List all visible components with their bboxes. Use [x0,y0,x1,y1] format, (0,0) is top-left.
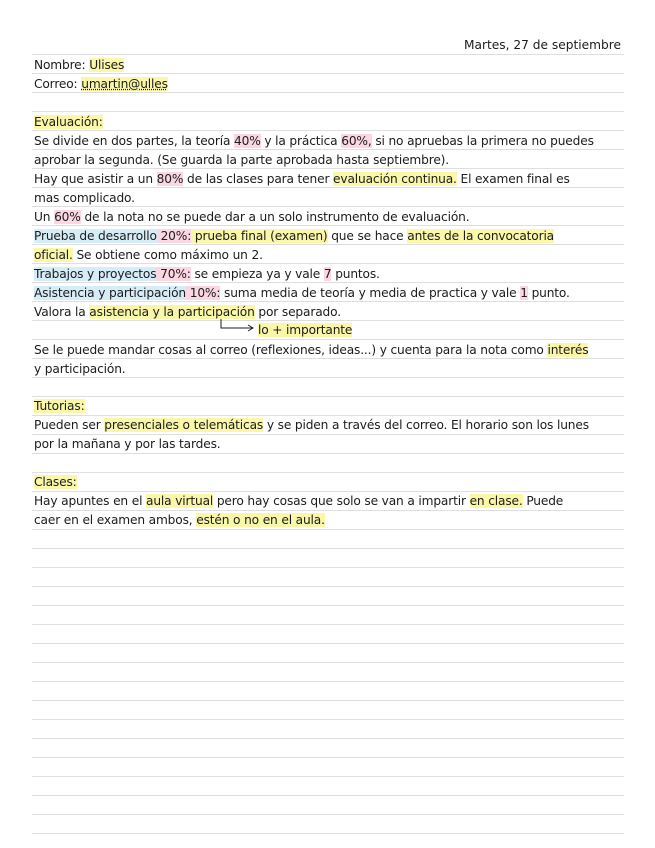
highlight: 60%, [341,134,372,148]
text: puntos. [331,267,380,281]
text: Se le puede mandar cosas al correo (reflexiones, ideas...) y cuenta para la nota como [34,343,548,357]
note-line [258,321,352,339]
correo-value: umartin@ulles [81,77,168,91]
correo-line [34,75,624,93]
evaluacion-line-6 [34,227,624,245]
evaluacion-line-2: aprobar la segunda. (Se guarda la parte aprobada hasta septiembre). [34,153,449,167]
rule-line [32,643,624,644]
evaluacion-line-10 [34,303,624,321]
highlight: 60% [54,210,81,224]
rule-line [32,605,624,606]
highlight: asistencia y la participación [89,305,255,319]
rule-line [32,795,624,796]
highlight: oficial. [34,248,73,262]
text: Hay que asistir a un [34,172,157,186]
evaluacion-line-4: mas complicado. [34,191,135,205]
clases-heading: Clases: [34,475,77,489]
text: Puede [522,494,564,508]
arrow-icon [218,318,258,334]
rule-line [32,757,624,758]
highlight: 20%: [156,229,192,243]
rule-line [32,681,624,682]
evaluacion-line-8 [34,265,624,283]
text: y se piden a través del correo. El horario son los lunes [263,418,589,432]
clases-line-2 [34,511,624,529]
highlight: Prueba de desarrollo [34,229,157,243]
rule-line [32,700,624,701]
highlight: 40% [234,134,261,148]
rule-line [32,339,624,340]
text: Valora la [34,305,90,319]
highlight: evaluación continua. [333,172,457,186]
text: que se hace [327,229,408,243]
tutorias-line-1 [34,416,624,434]
text: suma media de teoría y media de practica y vale [220,286,521,300]
date: Martes, 27 de septiembre [464,38,621,52]
rule-line [32,814,624,815]
highlight: 70%: [156,267,191,281]
highlight: antes de la convocatoria [407,229,555,243]
text: punto. [527,286,570,300]
text: pero hay cosas que solo se van a impartir [213,494,470,508]
tutorias-heading-line [34,397,624,415]
highlight: en clase. [469,494,523,508]
tutorias-heading: Tutorias: [34,399,85,413]
text: Se divide en dos partes, la teoría [34,134,234,148]
rule-line [32,738,624,739]
text: El examen final es [456,172,570,186]
text: si no apruebas la primera no puedes [371,134,594,148]
text: Hay apuntes en el [34,494,147,508]
rule-line [32,624,624,625]
highlight: 10%: [185,286,221,300]
text: por separado. [254,305,341,319]
correo-label: Correo: [34,77,78,91]
evaluacion-heading-line [34,113,624,131]
rule-line [32,833,624,834]
nombre-value: Ulises [89,58,125,72]
nombre-line [34,56,624,74]
highlight: aula virtual [146,494,214,508]
evaluacion-line-11 [34,341,624,359]
evaluacion-heading: Evaluación: [34,115,103,129]
rule-line [32,453,624,454]
note-important: lo + importante [258,323,353,337]
highlight: Asistencia y participación [34,286,186,300]
evaluacion-line-3 [34,170,624,188]
highlight: 1 [520,286,528,300]
rule-line [32,111,624,112]
text: Pueden ser [34,418,105,432]
evaluacion-line-9 [34,284,624,302]
clases-heading-line [34,473,624,491]
highlight: presenciales o telemáticas [104,418,264,432]
rule-line [32,662,624,663]
highlight: interés [547,343,589,357]
rule-line [32,54,624,55]
evaluacion-line-1 [34,132,624,150]
tutorias-line-2: por la mañana y por las tardes. [34,437,221,451]
text: Se obtiene como máximo un 2. [72,248,263,262]
text: de las clases para tener [183,172,334,186]
rule-line [32,529,624,530]
highlight: 7 [323,267,332,281]
nombre-label: Nombre: [34,58,86,72]
highlight: estén o no en el aula. [196,513,325,527]
evaluacion-line-12: y participación. [34,362,126,376]
rule-line [32,567,624,568]
rule-line [32,586,624,587]
text: y la práctica [260,134,342,148]
text: caer en el examen ambos, [34,513,197,527]
highlight: prueba final (examen) [191,229,328,243]
evaluacion-line-7 [34,246,624,264]
rule-line [32,548,624,549]
clases-line-1 [34,492,624,510]
text: Un [34,210,55,224]
rule-line [32,776,624,777]
rule-line [32,719,624,720]
evaluacion-line-5 [34,208,624,226]
highlight: Trabajos y proyectos [34,267,157,281]
text: de la nota no se puede dar a un solo instrumento de evaluación. [80,210,470,224]
highlight: 80% [156,172,184,186]
text: se empieza ya y vale [190,267,324,281]
